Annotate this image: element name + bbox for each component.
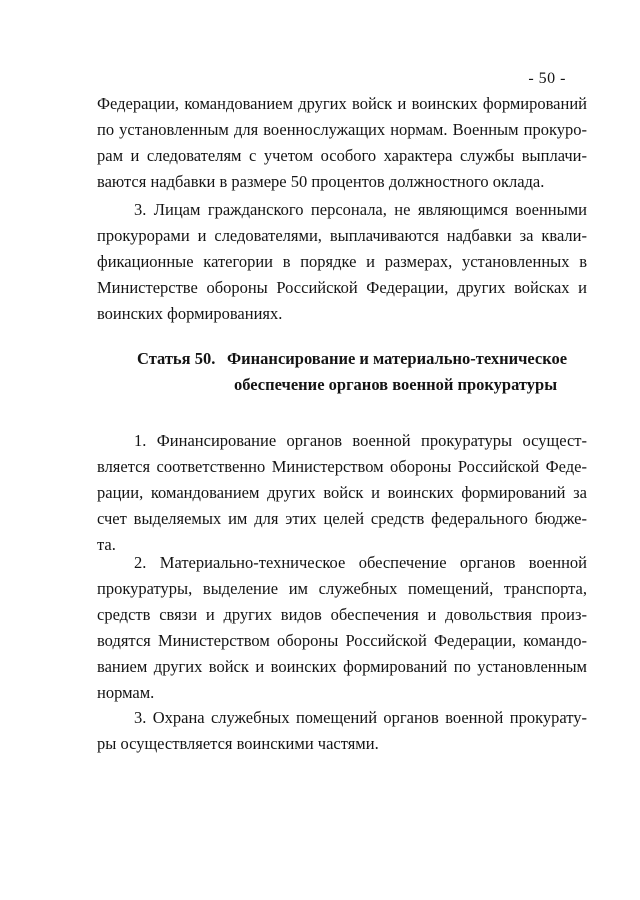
text-line: фикационные категории в порядке и размерах, установленных в	[97, 252, 587, 271]
text-line: ваются надбавки в размере 50 процентов должностного оклада.	[97, 172, 545, 191]
text-line: ры осуществляется воинскими частями.	[97, 734, 379, 753]
text-line: рации, командованием других войск и воинских формирований за	[97, 483, 587, 502]
text-line: вляется соответственно Министерством обороны Российской Феде-	[97, 457, 587, 476]
text-line: Федерации, командованием других войск и воинских формирований	[97, 94, 587, 113]
text-line: 3. Охрана служебных помещений органов военной прокурату-	[134, 708, 587, 727]
article-title: Финансирование и материально-техническое	[227, 349, 568, 368]
text-line: ванием других войск и воинских формирований по установленным	[97, 657, 587, 676]
text-line: 1. Финансирование органов военной прокуратуры осущест-	[134, 431, 587, 450]
article-heading	[137, 346, 597, 398]
text-line: 2. Материально-техническое обеспечение органов военной	[134, 553, 587, 572]
text-line: прокурорами и следователями, выплачиваются надбавки за квали-	[97, 226, 587, 245]
text-line: та.	[97, 535, 116, 554]
text-line: средств связи и других видов обеспечения и довольствия произ-	[97, 605, 587, 624]
text-line: воинских формированиях.	[97, 304, 283, 323]
article-title-continuation: обеспечение органов военной прокуратуры	[234, 375, 558, 394]
paragraph-item-2	[97, 550, 587, 706]
text-line: Министерстве обороны Российской Федерации, других войсках и	[97, 278, 587, 297]
paragraph-item-3-civil-staff	[97, 197, 587, 327]
text-line: по установленным для военнослужащих нормам. Военным прокуро-	[97, 120, 587, 139]
text-line: 3. Лицам гражданского персонала, не являющимся военными	[134, 200, 587, 219]
text-line: водятся Министерством обороны Российской Федерации, командо-	[97, 631, 587, 650]
article-title-line	[137, 346, 597, 372]
paragraph-item-3	[97, 705, 587, 757]
paragraph-item-1	[97, 428, 587, 558]
text-line: прокуратуры, выделение им служебных помещений, транспорта,	[97, 579, 587, 598]
text-line: счет выделяемых им для этих целей средств федерального бюдже-	[97, 509, 587, 528]
text-line: рам и следователям с учетом особого характера службы выплачи-	[97, 146, 587, 165]
page-number: - 50 -	[528, 70, 566, 87]
article-number: Статья 50.	[137, 349, 216, 368]
text-line: нормам.	[97, 683, 155, 702]
paragraph-intro	[97, 91, 587, 195]
